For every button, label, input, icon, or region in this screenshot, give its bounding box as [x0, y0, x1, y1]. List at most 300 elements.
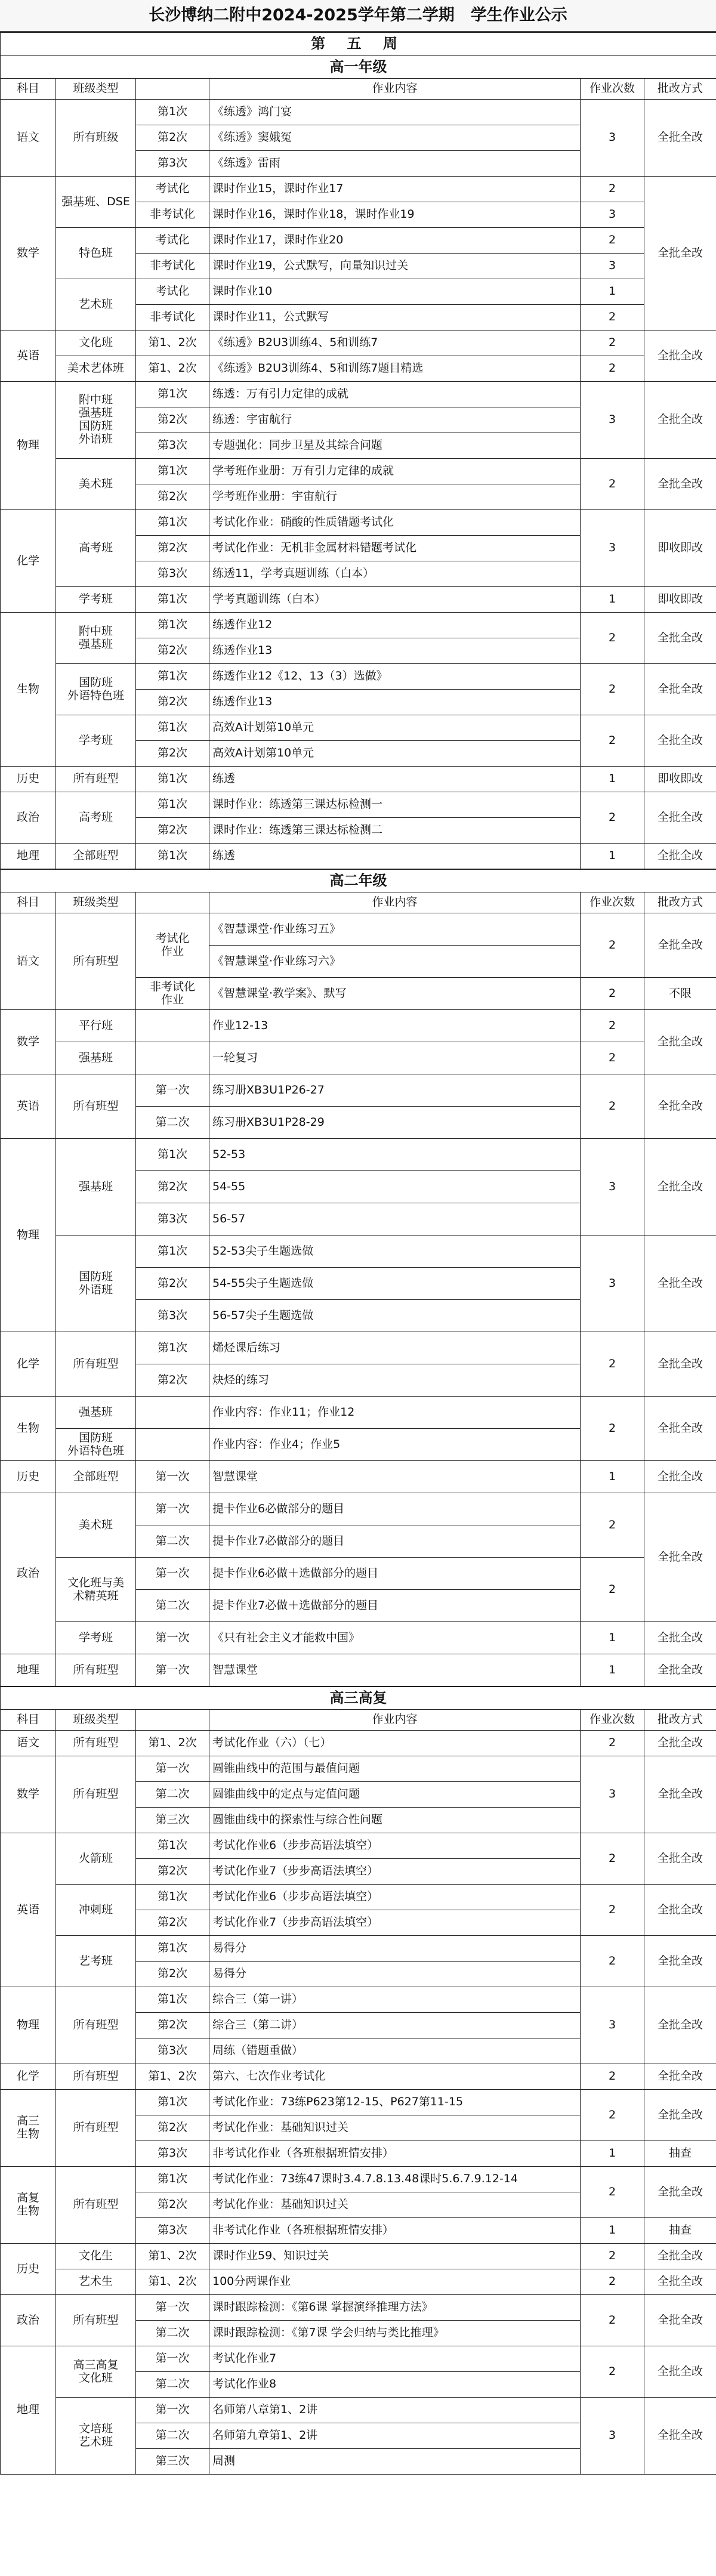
round-cell: 第一次	[136, 1558, 209, 1590]
table-row	[1, 1042, 716, 1074]
subject-cell: 英语	[1, 1074, 56, 1139]
class-type-cell: 美术艺体班	[56, 356, 136, 382]
grading-cell: 全批全改	[644, 1936, 716, 1987]
class-type-cell: 所有班型	[56, 913, 136, 1010]
table-row	[1, 177, 716, 202]
count-cell: 2	[581, 2090, 644, 2141]
count-cell: 3	[581, 202, 644, 228]
content-cell: 学考真题训练（白本）	[209, 587, 581, 613]
subject-cell: 化学	[1, 1332, 56, 1397]
content-cell: 课时作业10	[209, 279, 581, 305]
table-row	[1, 767, 716, 792]
table-row	[1, 792, 716, 818]
count-cell: 2	[581, 913, 644, 978]
content-cell: 考试化作业：73练P623第12-15、P627第11-15	[209, 2090, 581, 2115]
grade-row	[1, 56, 716, 79]
count-cell: 2	[581, 177, 644, 202]
count-cell: 3	[581, 1139, 644, 1236]
grading-cell: 全批全改	[644, 1833, 716, 1885]
subject-cell: 历史	[1, 1461, 56, 1493]
round-cell: 第1次	[136, 1236, 209, 1268]
table-row	[1, 1139, 716, 1171]
count-cell: 1	[581, 587, 644, 613]
count-cell: 1	[581, 2141, 644, 2167]
grading-cell: 全批全改	[644, 1493, 716, 1622]
content-cell: 课时跟踪检测：《第7课 学会归纳与类比推理》	[209, 2321, 581, 2346]
round-cell: 第二次	[136, 2321, 209, 2346]
column-header-row	[1, 892, 716, 913]
table-row	[1, 1236, 716, 1268]
count-cell: 2	[581, 331, 644, 356]
class-type-cell: 高考班	[56, 510, 136, 587]
count-cell: 1	[581, 1622, 644, 1654]
count-cell: 2	[581, 664, 644, 715]
round-cell: 第二次	[136, 2372, 209, 2398]
page-title: 长沙博纳二附中2024-2025学年第二学期 学生作业公示	[0, 0, 716, 32]
class-type-cell: 文化班	[56, 331, 136, 356]
homework-tables	[0, 32, 716, 2475]
round-cell: 第1次	[136, 510, 209, 536]
column-header: 作业内容	[209, 892, 581, 913]
content-cell: 考试化作业6（步步高语法填空）	[209, 1885, 581, 1910]
round-cell: 第三次	[136, 1808, 209, 1833]
table-row	[1, 1493, 716, 1525]
content-cell: 名师第九章第1、2讲	[209, 2423, 581, 2449]
content-cell: 56-57尖子生题选做	[209, 1300, 581, 1332]
content-cell: 提卡作业7必做＋选做部分的题目	[209, 1590, 581, 1622]
grading-cell: 全批全改	[644, 792, 716, 844]
round-cell: 第1、2次	[136, 2244, 209, 2269]
round-cell: 第3次	[136, 561, 209, 587]
round-cell: 第2次	[136, 690, 209, 715]
class-type-cell: 火箭班	[56, 1833, 136, 1885]
grading-cell: 全批全改	[644, 1010, 716, 1074]
content-cell: 练习册XB3U1P26-27	[209, 1074, 581, 1107]
class-type-cell: 平行班	[56, 1010, 136, 1042]
class-type-cell: 所有班型	[56, 2090, 136, 2167]
round-cell: 第2次	[136, 1859, 209, 1885]
round-cell: 第二次	[136, 1525, 209, 1558]
count-cell: 2	[581, 2295, 644, 2346]
content-cell: 考试化作业8	[209, 2372, 581, 2398]
round-cell: 第1次	[136, 792, 209, 818]
content-cell: 52-53	[209, 1139, 581, 1171]
table-row	[1, 279, 716, 305]
round-cell: 非考试化	[136, 305, 209, 331]
column-header: 作业次数	[581, 79, 644, 100]
content-cell: 《练透》窦娥冤	[209, 125, 581, 151]
grade-section-table	[0, 869, 716, 1687]
grading-cell: 全批全改	[644, 1756, 716, 1833]
grading-cell: 抽查	[644, 2218, 716, 2244]
round-cell: 第一次	[136, 2295, 209, 2321]
content-cell: 作业12-13	[209, 1010, 581, 1042]
count-cell: 2	[581, 2064, 644, 2090]
round-cell: 第1次	[136, 1833, 209, 1859]
grading-cell: 全批全改	[644, 1461, 716, 1493]
round-cell: 第一次	[136, 1074, 209, 1107]
grading-cell: 全批全改	[644, 664, 716, 715]
grade-section-table	[0, 1687, 716, 2475]
table-row	[1, 1332, 716, 1364]
class-type-cell: 所有班型	[56, 1731, 136, 1756]
class-type-cell: 所有班型	[56, 1332, 136, 1397]
content-cell: 考试化作业7（步步高语法填空）	[209, 1859, 581, 1885]
subject-cell: 物理	[1, 1987, 56, 2064]
grading-cell: 全批全改	[644, 1397, 716, 1461]
grading-cell: 全批全改	[644, 1074, 716, 1139]
count-cell: 2	[581, 1010, 644, 1042]
content-cell: 《智慧课堂·教学案》、默写	[209, 978, 581, 1010]
subject-cell: 地理	[1, 1654, 56, 1687]
count-cell: 3	[581, 254, 644, 279]
content-cell: 练透作业13	[209, 638, 581, 664]
round-cell: 第1次	[136, 100, 209, 125]
column-header: 作业内容	[209, 79, 581, 100]
class-type-cell: 所有班型	[56, 2295, 136, 2346]
grading-cell: 全批全改	[644, 2295, 716, 2346]
table-row	[1, 613, 716, 638]
table-row	[1, 664, 716, 690]
table-row	[1, 1756, 716, 1782]
content-cell: 课时作业15，课时作业17	[209, 177, 581, 202]
class-type-cell: 学考班	[56, 715, 136, 767]
table-row	[1, 1654, 716, 1687]
content-cell: 《练透》B2U3训练4、5和训练7	[209, 331, 581, 356]
round-cell: 第3次	[136, 151, 209, 177]
content-cell: 炔烃的练习	[209, 1364, 581, 1397]
column-header: 科目	[1, 892, 56, 913]
content-cell: 《练透》鸿门宴	[209, 100, 581, 125]
content-cell: 学考班作业册：宇宙航行	[209, 484, 581, 510]
class-type-cell: 艺术班	[56, 279, 136, 331]
round-cell: 第一次	[136, 1622, 209, 1654]
class-type-cell: 文化班与美 术精英班	[56, 1558, 136, 1622]
class-type-cell: 艺考班	[56, 1936, 136, 1987]
grading-cell: 全批全改	[644, 913, 716, 978]
count-cell: 2	[581, 2269, 644, 2295]
subject-cell: 地理	[1, 844, 56, 869]
column-header: 班级类型	[56, 79, 136, 100]
count-cell: 2	[581, 1558, 644, 1622]
round-cell: 第3次	[136, 1300, 209, 1332]
content-cell: 名师第八章第1、2讲	[209, 2398, 581, 2423]
content-cell: 综合三（第一讲）	[209, 1987, 581, 2013]
content-cell: 《练透》雷雨	[209, 151, 581, 177]
table-row	[1, 2398, 716, 2423]
table-row	[1, 2064, 716, 2090]
content-cell: 课时作业11，公式默写	[209, 305, 581, 331]
round-cell: 第2次	[136, 638, 209, 664]
class-type-cell: 文化生	[56, 2244, 136, 2269]
table-row	[1, 715, 716, 741]
round-cell: 第2次	[136, 1268, 209, 1300]
class-type-cell: 高三高复 文化班	[56, 2346, 136, 2398]
round-cell: 考试化	[136, 228, 209, 254]
round-cell: 考试化	[136, 279, 209, 305]
grading-cell: 全批全改	[644, 459, 716, 510]
content-cell: 课时跟踪检测：《第6课 掌握演绎推理方法》	[209, 2295, 581, 2321]
grade-title: 高二年级	[1, 870, 716, 892]
content-cell: 练透	[209, 844, 581, 869]
content-cell: 《智慧课堂·作业练习六》	[209, 946, 581, 978]
count-cell: 1	[581, 767, 644, 792]
column-header: 班级类型	[56, 1710, 136, 1731]
count-cell: 2	[581, 2244, 644, 2269]
table-row	[1, 2295, 716, 2321]
count-cell: 2	[581, 1074, 644, 1139]
round-cell: 第二次	[136, 1590, 209, 1622]
class-type-cell: 国防班 外语特色班	[56, 1429, 136, 1461]
class-type-cell: 全部班型	[56, 1461, 136, 1493]
round-cell: 第1、2次	[136, 331, 209, 356]
content-cell: 专题强化：同步卫星及其综合问题	[209, 433, 581, 459]
round-cell	[136, 1010, 209, 1042]
content-cell: 非考试化作业（各班根据班情安排）	[209, 2218, 581, 2244]
content-cell: 高效A计划第10单元	[209, 715, 581, 741]
subject-cell: 历史	[1, 767, 56, 792]
subject-cell: 物理	[1, 1139, 56, 1332]
table-row	[1, 2269, 716, 2295]
content-cell: 52-53尖子生题选做	[209, 1236, 581, 1268]
content-cell: 《练透》B2U3训练4、5和训练7题目精选	[209, 356, 581, 382]
grading-cell: 全批全改	[644, 1731, 716, 1756]
count-cell: 2	[581, 228, 644, 254]
table-row	[1, 1833, 716, 1859]
table-row	[1, 331, 716, 356]
round-cell: 第2次	[136, 125, 209, 151]
content-cell: 练透：万有引力定律的成就	[209, 382, 581, 407]
round-cell: 第2次	[136, 818, 209, 844]
grading-cell: 全批全改	[644, 613, 716, 664]
count-cell: 2	[581, 1042, 644, 1074]
class-type-cell: 所有班型	[56, 767, 136, 792]
class-type-cell: 强基班	[56, 1139, 136, 1236]
count-cell: 2	[581, 613, 644, 664]
content-cell: 56-57	[209, 1203, 581, 1236]
grading-cell: 全批全改	[644, 1987, 716, 2064]
subject-cell: 语文	[1, 100, 56, 177]
grading-cell: 全批全改	[644, 715, 716, 767]
grading-cell: 全批全改	[644, 2346, 716, 2398]
column-header-row	[1, 79, 716, 100]
round-cell	[136, 1429, 209, 1461]
count-cell: 2	[581, 305, 644, 331]
class-type-cell: 艺术生	[56, 2269, 136, 2295]
round-cell	[136, 1397, 209, 1429]
grading-cell: 全批全改	[644, 1139, 716, 1236]
content-cell: 周练（错题重做）	[209, 2038, 581, 2064]
class-type-cell: 冲刺班	[56, 1885, 136, 1936]
table-row	[1, 356, 716, 382]
round-cell: 第1次	[136, 715, 209, 741]
grading-cell: 全批全改	[644, 1622, 716, 1654]
grading-cell: 全批全改	[644, 331, 716, 382]
round-cell: 第一次	[136, 1654, 209, 1687]
grading-cell: 全批全改	[644, 2398, 716, 2475]
round-cell: 非考试化	[136, 254, 209, 279]
round-cell: 第二次	[136, 2423, 209, 2449]
round-cell: 第1、2次	[136, 2269, 209, 2295]
count-cell: 3	[581, 2398, 644, 2475]
grading-cell: 全批全改	[644, 2167, 716, 2218]
subject-cell: 政治	[1, 1493, 56, 1654]
class-type-cell: 特色班	[56, 228, 136, 279]
round-cell: 第1次	[136, 1987, 209, 2013]
column-header	[136, 79, 209, 100]
subject-cell: 历史	[1, 2244, 56, 2295]
round-cell: 第1、2次	[136, 1731, 209, 1756]
round-cell: 考试化 作业	[136, 913, 209, 978]
grading-cell: 即收即改	[644, 767, 716, 792]
content-cell: 54-55尖子生题选做	[209, 1268, 581, 1300]
grading-cell: 全批全改	[644, 844, 716, 869]
content-cell: 圆锥曲线中的范围与最值问题	[209, 1756, 581, 1782]
content-cell: 练透11，学考真题训练（白本）	[209, 561, 581, 587]
content-cell: 圆锥曲线中的定点与定值问题	[209, 1782, 581, 1808]
grading-cell: 抽查	[644, 2141, 716, 2167]
class-type-cell: 强基班、DSE	[56, 177, 136, 228]
count-cell: 2	[581, 1936, 644, 1987]
table-row	[1, 228, 716, 254]
column-header: 科目	[1, 79, 56, 100]
content-cell: 54-55	[209, 1171, 581, 1203]
grading-cell: 全批全改	[644, 2244, 716, 2269]
class-type-cell: 国防班 外语特色班	[56, 664, 136, 715]
round-cell: 第2次	[136, 1171, 209, 1203]
round-cell: 第三次	[136, 2449, 209, 2475]
content-cell: 综合三（第二讲）	[209, 2013, 581, 2038]
table-row	[1, 1461, 716, 1493]
count-cell: 2	[581, 792, 644, 844]
count-cell: 2	[581, 1731, 644, 1756]
grade-row	[1, 1687, 716, 1710]
column-header: 批改方式	[644, 1710, 716, 1731]
round-cell: 第3次	[136, 2038, 209, 2064]
count-cell: 3	[581, 100, 644, 177]
table-row	[1, 1731, 716, 1756]
subject-cell: 物理	[1, 382, 56, 510]
round-cell: 第2次	[136, 2013, 209, 2038]
class-type-cell: 国防班 外语班	[56, 1236, 136, 1332]
table-row	[1, 1936, 716, 1962]
class-type-cell: 美术班	[56, 1493, 136, 1558]
subject-cell: 数学	[1, 177, 56, 331]
subject-cell: 政治	[1, 2295, 56, 2346]
grading-cell: 即收即改	[644, 587, 716, 613]
class-type-cell: 文培班 艺术班	[56, 2398, 136, 2475]
content-cell: 易得分	[209, 1962, 581, 1987]
table-row	[1, 510, 716, 536]
count-cell: 3	[581, 1987, 644, 2064]
column-header: 作业次数	[581, 892, 644, 913]
content-cell: 《只有社会主义才能救中国》	[209, 1622, 581, 1654]
round-cell: 第3次	[136, 2218, 209, 2244]
count-cell: 2	[581, 978, 644, 1010]
table-row	[1, 1987, 716, 2013]
round-cell: 第一次	[136, 2346, 209, 2372]
content-cell: 提卡作业6必做部分的题目	[209, 1493, 581, 1525]
round-cell: 第1次	[136, 1885, 209, 1910]
table-row	[1, 2167, 716, 2192]
class-type-cell: 所有班型	[56, 1987, 136, 2064]
content-cell: 课时作业19，公式默写，向量知识过关	[209, 254, 581, 279]
class-type-cell: 所有班型	[56, 1074, 136, 1139]
grading-cell: 全批全改	[644, 2090, 716, 2141]
count-cell: 3	[581, 1756, 644, 1833]
content-cell: 考试化作业：73练47课时3.4.7.8.13.48课时5.6.7.9.12-14	[209, 2167, 581, 2192]
round-cell: 第1次	[136, 767, 209, 792]
column-header-row	[1, 1710, 716, 1731]
round-cell: 第1次	[136, 459, 209, 484]
count-cell: 1	[581, 1461, 644, 1493]
count-cell: 2	[581, 2346, 644, 2398]
column-header: 作业次数	[581, 1710, 644, 1731]
class-type-cell: 强基班	[56, 1397, 136, 1429]
table-row	[1, 1074, 716, 1107]
count-cell: 1	[581, 2218, 644, 2244]
content-cell: 圆锥曲线中的探索性与综合性问题	[209, 1808, 581, 1833]
subject-cell: 语文	[1, 1731, 56, 1756]
content-cell: 智慧课堂	[209, 1461, 581, 1493]
count-cell: 2	[581, 715, 644, 767]
column-header	[136, 892, 209, 913]
content-cell: 一轮复习	[209, 1042, 581, 1074]
subject-cell: 地理	[1, 2346, 56, 2475]
class-type-cell: 全部班型	[56, 844, 136, 869]
table-row	[1, 913, 716, 946]
column-header: 作业内容	[209, 1710, 581, 1731]
content-cell: 练透作业12《12、13（3）选做》	[209, 664, 581, 690]
table-row	[1, 2244, 716, 2269]
round-cell: 第1次	[136, 1332, 209, 1364]
class-type-cell: 高考班	[56, 792, 136, 844]
content-cell: 易得分	[209, 1936, 581, 1962]
round-cell: 第2次	[136, 484, 209, 510]
grading-cell: 全批全改	[644, 1236, 716, 1332]
content-cell: 考试化作业：硝酸的性质错题考试化	[209, 510, 581, 536]
grading-cell: 全批全改	[644, 382, 716, 459]
count-cell: 3	[581, 510, 644, 587]
round-cell: 第3次	[136, 1203, 209, 1236]
grading-cell: 即收即改	[644, 510, 716, 587]
round-cell: 第1次	[136, 844, 209, 869]
round-cell: 非考试化	[136, 202, 209, 228]
round-cell: 第1次	[136, 587, 209, 613]
table-row	[1, 844, 716, 869]
subject-cell: 高复 生物	[1, 2167, 56, 2244]
content-cell: 100分两课作业	[209, 2269, 581, 2295]
round-cell: 第一次	[136, 1756, 209, 1782]
subject-cell: 生物	[1, 1397, 56, 1461]
grading-cell: 全批全改	[644, 1885, 716, 1936]
content-cell: 考试化作业7（步步高语法填空）	[209, 1910, 581, 1936]
round-cell: 第1次	[136, 2090, 209, 2115]
grading-cell: 全批全改	[644, 1332, 716, 1397]
content-cell: 考试化作业：基础知识过关	[209, 2192, 581, 2218]
content-cell: 练透作业13	[209, 690, 581, 715]
class-type-cell: 附中班 强基班	[56, 613, 136, 664]
round-cell: 第2次	[136, 1910, 209, 1936]
grade-row	[1, 870, 716, 892]
content-cell: 周测	[209, 2449, 581, 2475]
column-header: 批改方式	[644, 79, 716, 100]
column-header: 科目	[1, 1710, 56, 1731]
subject-cell: 化学	[1, 2064, 56, 2090]
content-cell: 课时作业17，课时作业20	[209, 228, 581, 254]
round-cell: 第2次	[136, 407, 209, 433]
grading-cell: 全批全改	[644, 100, 716, 177]
